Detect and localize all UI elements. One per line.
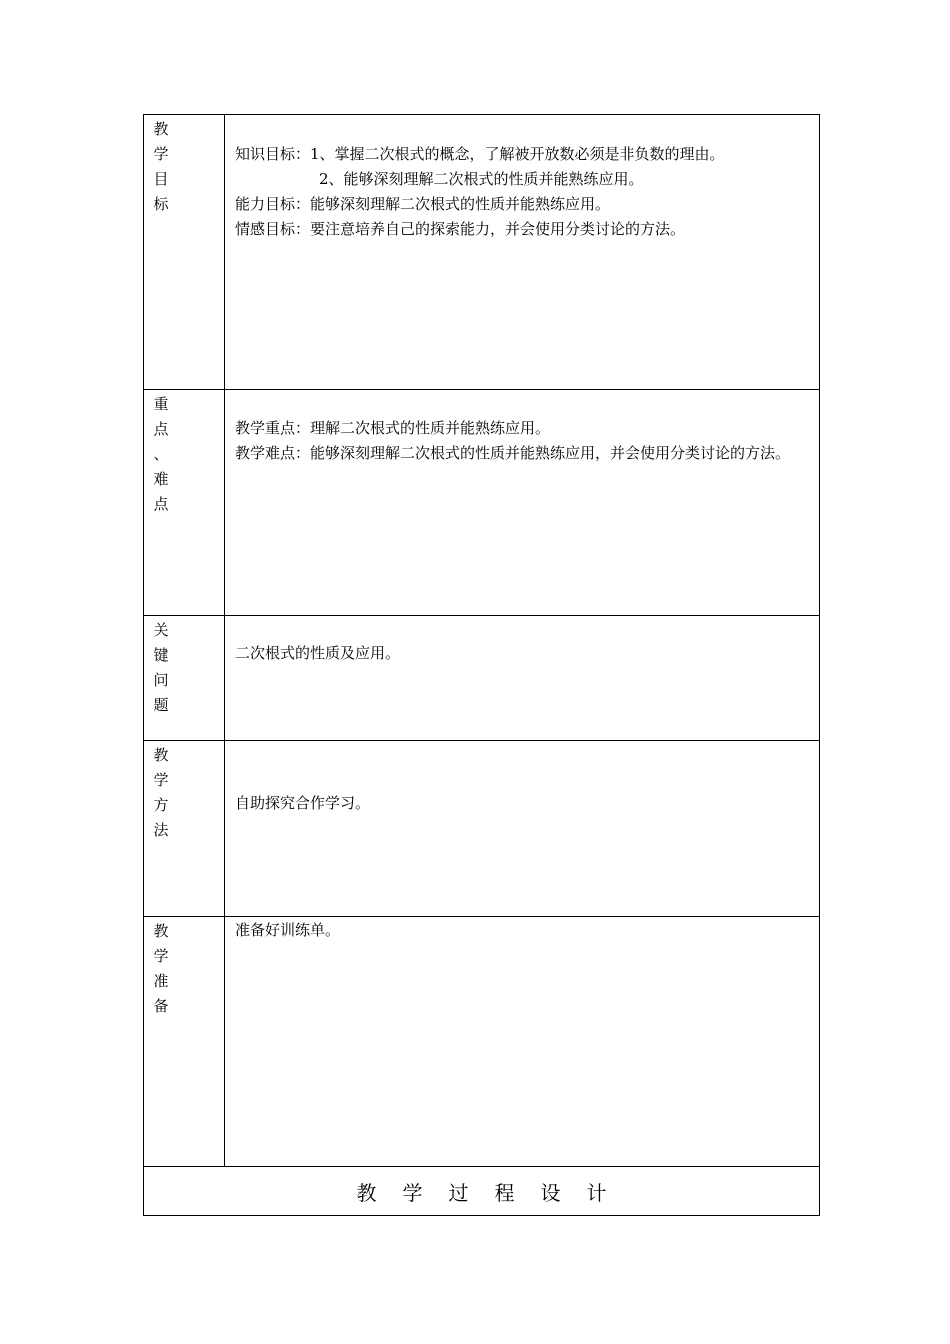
label-char: 、 <box>153 445 169 463</box>
methods-row <box>144 741 820 917</box>
label-char: 学 <box>153 771 169 789</box>
ability-objective: 能力目标：能够深刻理解二次根式的性质并能熟练应用。 <box>235 195 611 213</box>
teaching-focus: 教学重点：理解二次根式的性质并能熟练应用。 <box>235 419 551 437</box>
label-char: 学 <box>153 145 169 163</box>
teaching-difficulty: 教学难点：能够深刻理解二次根式的性质并能熟练应用，并会使用分类讨论的方法。 <box>235 444 791 462</box>
label-char: 备 <box>153 997 169 1015</box>
key-points-content-cell <box>225 390 820 616</box>
methods-content-cell <box>225 741 820 917</box>
label-char: 教 <box>153 746 169 764</box>
footer-row <box>144 1167 820 1216</box>
key-points-label-cell <box>144 390 225 616</box>
preparation-text: 准备好训练单。 <box>235 921 341 939</box>
label-char: 题 <box>153 696 169 714</box>
objectives-content-cell <box>225 115 820 390</box>
label-char: 教 <box>153 120 169 138</box>
preparation-content-cell <box>225 917 820 1167</box>
process-design-title: 教学过程设计 <box>356 1180 633 1205</box>
label-char: 准 <box>153 972 169 990</box>
label-char: 学 <box>153 947 169 965</box>
footer-cell <box>144 1167 820 1216</box>
key-questions-content-cell <box>225 616 820 741</box>
label-char: 教 <box>153 922 169 940</box>
label-char: 标 <box>153 195 169 213</box>
preparation-row <box>144 917 820 1167</box>
label-char: 方 <box>153 796 169 814</box>
methods-label-cell <box>144 741 225 917</box>
key-points-row <box>144 390 820 616</box>
label-char: 重 <box>153 395 169 413</box>
preparation-label-cell <box>144 917 225 1167</box>
label-char: 关 <box>153 621 169 639</box>
label-char: 问 <box>153 671 169 689</box>
label-char: 点 <box>153 420 169 438</box>
label-char: 法 <box>153 821 169 839</box>
label-char: 点 <box>153 495 169 513</box>
knowledge-objective-2: 2、能够深刻理解二次根式的性质并能熟练应用。 <box>319 170 644 188</box>
key-questions-row <box>144 616 820 741</box>
method-text: 自助探究合作学习。 <box>235 794 371 812</box>
key-questions-label-cell <box>144 616 225 741</box>
label-char: 目 <box>153 170 169 188</box>
key-question-text: 二次根式的性质及应用。 <box>235 644 401 662</box>
lesson-plan-table <box>143 114 820 1216</box>
objectives-row <box>144 115 820 390</box>
knowledge-objective: 知识目标：1、掌握二次根式的概念，了解被开放数必须是非负数的理由。 <box>235 145 725 163</box>
label-char: 键 <box>153 646 169 664</box>
objectives-label-cell <box>144 115 225 390</box>
label-char: 难 <box>153 470 169 488</box>
emotion-objective: 情感目标：要注意培养自己的探索能力，并会使用分类讨论的方法。 <box>235 220 686 238</box>
